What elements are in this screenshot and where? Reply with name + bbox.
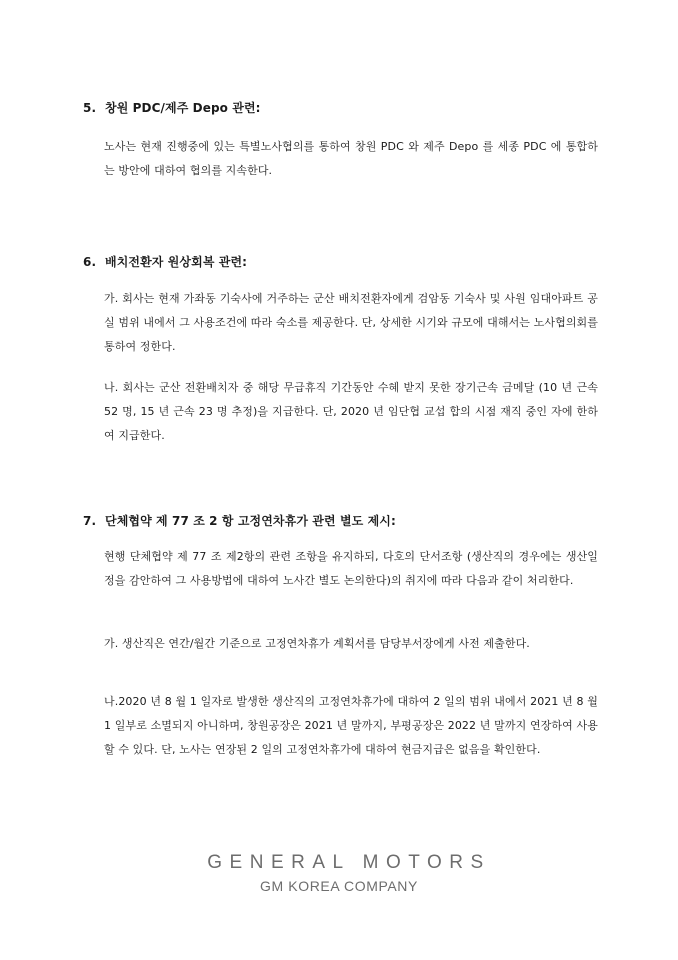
section-6-heading	[83, 253, 247, 270]
section-5-paragraph-1: 노사는 현재 진행중에 있는 특별노사협의를 통하여 창원 PDC 와 제주 Depo 를 세종 PDC 에 통합하는 방안에 대하여 협의를 지속한다.	[104, 140, 598, 177]
section-5-heading	[83, 99, 261, 116]
section-7-paragraph-2: 가. 생산직은 연간/월간 기준으로 고정연차휴가 계획서를 담당부서장에게 사전 제출한다.	[104, 637, 530, 650]
footer-brand-logo: GENERAL MOTORS	[207, 852, 491, 873]
section-7-paragraph-1: 현행 단체협약 제 77 조 제2항의 관련 조항을 유지하되, 다호의 단서조항 (생산직의 경우에는 생산일정을 감안하여 그 사용방법에 대하여 노사간 별도 논의한다)의 취지에 따라 다음과 같이 처리한다.	[104, 550, 598, 587]
section-7-paragraph-3: 나.2020 년 8 월 1 일자로 발생한 생산직의 고정연차휴가에 대하여 2 일의 범위 내에서 2021 년 8 월 1 일부로 소멸되지 아니하며, 창원공장은 2021 년 말까지, 부평공장은 2022 년 말까지 연장하여 사용할 수 있다. 단, 노사는 연장된 2 일의 고정연차휴가에 대하여 현금지급은 없음을 확인한다.	[104, 695, 598, 756]
section-6-paragraph-2: 나. 회사는 군산 전환배치자 중 해당 무급휴직 기간동안 수혜 받지 못한 장기근속 금메달 (10 년 근속 52 명, 15 년 근속 23 명 추정)을 지급한다. 단, 2020 년 임단협 교섭 합의 시점 재직 중인 자에 한하여 지급한다.	[104, 381, 598, 442]
section-number: 7.	[83, 514, 97, 528]
section-7-heading	[83, 512, 396, 529]
section-title: 창원 PDC/제주 Depo 관련:	[105, 101, 261, 115]
section-title: 배치전환자 원상회복 관련:	[105, 255, 248, 269]
section-title: 단체협약 제 77 조 2 항 고정연차휴가 관련 별도 제시:	[105, 514, 396, 528]
footer-subtitle: GM KOREA COMPANY	[260, 878, 418, 894]
section-number: 5.	[83, 101, 97, 115]
section-number: 6.	[83, 255, 97, 269]
section-6-paragraph-1: 가. 회사는 현재 가좌동 기숙사에 거주하는 군산 배치전환자에게 검암동 기숙사 및 사원 임대아파트 공실 범위 내에서 그 사용조건에 따라 숙소를 제공한다. 단, 상세한 시기와 규모에 대해서는 노사협의회를 통하여 정한다.	[104, 292, 598, 353]
